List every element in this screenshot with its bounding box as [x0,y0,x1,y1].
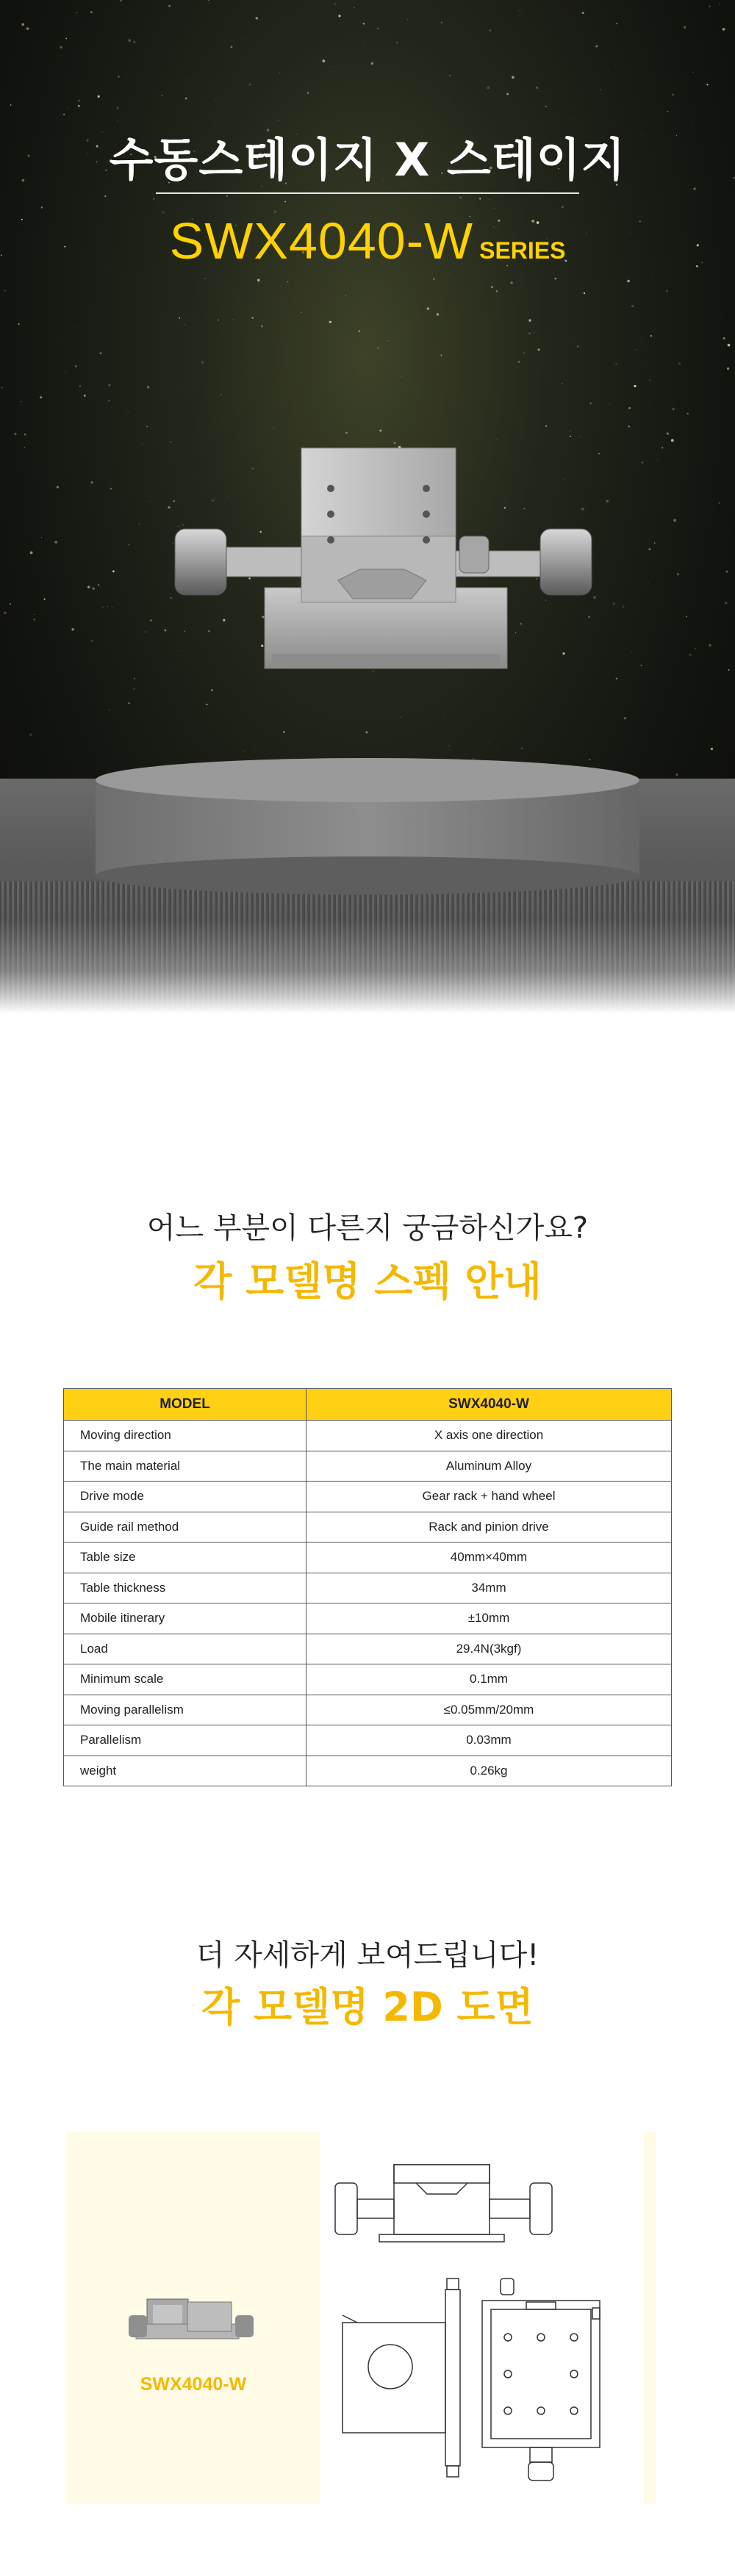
spec-value-cell: ±10mm [306,1603,672,1634]
star-dot [79,386,81,387]
star-dot [727,367,729,369]
star-dot [359,331,360,332]
star-dot [719,502,720,503]
star-dot [673,408,675,410]
star-dot [333,71,334,72]
table-row [64,1451,672,1482]
star-dot [133,688,135,690]
star-dot [512,76,514,79]
star-dot [441,355,442,356]
star-dot [133,40,135,43]
star-dot [338,699,339,700]
star-dot [179,317,180,319]
star-dot [226,53,227,54]
table-row [64,1512,672,1543]
star-dot [662,447,663,448]
star-dot [494,208,495,209]
star-dot [26,27,29,30]
star-dot [84,394,86,397]
star-dot [377,28,379,29]
star-dot [10,104,12,106]
star-dot [615,65,616,66]
spec-value-cell: 0.1mm [306,1664,672,1695]
star-dot [41,206,43,208]
star-dot [78,100,79,101]
star-dot [258,283,259,284]
star-dot [528,320,531,322]
star-dot [371,62,373,65]
star-dot [21,401,22,403]
star-dot [728,669,730,671]
star-dot [44,599,46,600]
star-dot [146,426,148,427]
star-dot [120,0,122,1]
star-dot [678,362,681,364]
drawing-heading: 각 모델명 2D 도면 [201,1984,534,2030]
star-dot [362,41,364,43]
star-dot [675,773,678,776]
star-dot [134,678,135,679]
star-dot [60,46,62,48]
star-dot [613,603,615,605]
star-dot [358,370,359,371]
star-dot [648,548,650,550]
star-dot [69,108,70,109]
star-dot [536,87,538,89]
star-dot [208,0,209,1]
star-dot [104,195,106,197]
table-row [64,1573,672,1603]
star-dot [695,648,696,649]
star-dot [709,644,711,647]
drawing-side-view [343,2279,460,2477]
spec-value-cell: ≤0.05mm/20mm [306,1695,672,1725]
star-dot [379,430,381,432]
star-dot [631,305,634,307]
star-dot [168,5,171,7]
spec-label-cell: weight [64,1756,306,1786]
star-dot [723,337,725,339]
spec-label-cell: Table size [64,1543,306,1573]
star-dot [71,628,74,631]
star-dot [610,404,611,405]
star-dot [255,17,258,20]
table-row [64,1725,672,1756]
star-dot [24,447,25,448]
star-dot [90,11,93,13]
star-dot [437,313,439,315]
star-dot [562,206,564,208]
spec-label-cell: Mobile itinerary [64,1603,306,1634]
spec-label-cell: Drive mode [64,1482,306,1512]
spec-value-cell: Aluminum Alloy [306,1451,672,1482]
ground-texture [0,881,735,1014]
star-dot [118,76,119,77]
star-dot [60,55,61,56]
spec-label-cell: Parallelism [64,1725,306,1756]
star-dot [686,616,687,618]
spec-value-cell: 29.4N(3kgf) [306,1634,672,1664]
star-dot [338,15,340,17]
star-dot [706,84,708,85]
spec-table-header-row [64,1389,672,1421]
star-dot [577,345,579,347]
star-dot [65,371,66,372]
star-dot [691,121,692,123]
star-dot [377,347,379,349]
star-dot [29,733,32,736]
star-dot [396,42,398,43]
star-dot [642,461,643,463]
hero-series-label: SERIES [479,237,566,264]
star-dot [10,603,11,605]
star-dot [491,286,492,288]
spec-value-cell: X axis one direction [306,1421,672,1451]
star-dot [301,312,302,313]
star-dot [1,387,3,389]
star-dot [496,290,498,292]
star-dot [641,343,642,344]
star-dot [623,606,624,607]
star-dot [650,335,652,336]
star-dot [329,321,331,323]
star-dot [322,59,325,62]
star-dot [459,196,462,198]
star-dot [487,87,490,90]
star-dot [689,654,692,656]
table-row [64,1756,672,1786]
star-dot [87,585,90,588]
star-dot [110,488,112,489]
hero-banner [0,0,735,1014]
star-dot [147,386,149,389]
star-dot [63,114,65,115]
spec-heading: 각 모델명 스펙 안내 [193,1258,542,1305]
star-dot [667,290,668,292]
star-dot [90,481,93,483]
spec-label-cell: The main material [64,1451,306,1482]
star-dot [606,500,609,503]
star-dot [150,619,152,621]
star-dot [18,323,19,325]
table-row [64,1664,672,1695]
star-dot [640,665,642,666]
star-dot [90,640,93,642]
table-row [64,1603,672,1634]
star-dot [545,106,546,107]
star-dot [582,12,584,14]
star-dot [401,376,402,377]
star-dot [33,618,35,620]
star-dot [24,433,26,436]
hero-model-line [0,212,735,270]
spec-header-model: MODEL [64,1389,306,1421]
star-dot [589,403,591,404]
star-dot [449,75,451,76]
technical-drawing-2d [320,2132,644,2504]
star-dot [354,7,355,8]
star-dot [185,97,187,99]
spec-value-cell: 34mm [306,1573,672,1603]
star-dot [709,6,711,7]
star-dot [554,278,556,280]
hero-divider [156,192,579,194]
drawing-front-view [335,2165,552,2242]
star-dot [686,413,688,414]
spec-table [63,1388,672,1786]
spec-value-cell: 0.26kg [306,1756,672,1786]
star-dot [4,290,6,292]
star-dot [215,100,216,101]
pedestal [96,749,639,896]
star-dot [441,21,443,24]
star-dot [648,583,649,584]
star-dot [220,394,222,396]
star-dot [657,459,658,460]
star-dot [479,198,481,200]
star-dot [257,279,260,282]
star-dot [684,26,686,28]
star-dot [518,361,520,363]
star-dot [40,396,42,398]
star-dot [365,732,368,734]
star-dot [128,39,131,42]
table-row [64,1695,672,1725]
star-dot [4,611,7,614]
star-dot [346,103,347,104]
star-dot [251,317,253,319]
star-dot [153,198,154,200]
star-dot [677,573,680,576]
star-dot [634,385,636,387]
star-dot [93,588,95,590]
star-dot [345,295,346,296]
star-dot [54,541,57,544]
spec-label-cell: Table thickness [64,1573,306,1603]
table-row [64,1543,672,1573]
star-dot [628,425,630,427]
drawing-top-view [482,2279,600,2481]
star-dot [34,614,35,616]
star-dot [570,431,571,432]
star-dot [627,280,630,283]
star-dot [78,105,80,107]
star-dot [218,320,219,321]
star-dot [325,11,326,12]
star-dot [108,384,110,386]
star-dot [206,704,207,705]
star-dot [149,501,150,502]
star-dot [726,571,728,573]
spec-question-text: 어느 부분이 다른지 궁금하신가요? [146,1211,589,1245]
star-dot [98,95,100,98]
table-row [64,1634,672,1664]
star-dot [30,552,33,555]
table-row [64,1421,672,1451]
star-dot [728,344,731,347]
spec-label-cell: Load [64,1634,306,1664]
star-dot [600,89,601,90]
star-dot [506,93,509,95]
star-dot [562,383,563,384]
star-dot [584,292,585,294]
spec-label-cell: Moving direction [64,1421,306,1451]
star-dot [231,46,233,48]
star-dot [616,678,617,679]
star-dot [363,23,365,24]
star-dot [448,95,449,96]
star-dot [671,439,674,442]
star-dot [636,349,637,350]
spec-value-cell: 40mm×40mm [306,1543,672,1573]
star-dot [76,327,77,328]
star-dot [201,361,203,363]
star-dot [65,37,67,39]
star-dot [100,353,102,355]
star-dot [654,542,656,544]
star-dot [98,584,99,585]
star-dot [628,407,631,409]
star-dot [14,433,16,435]
drawing-model-label: SWX4040-W [140,2374,247,2395]
star-dot [407,19,409,21]
star-dot [624,717,626,719]
star-dot [725,602,728,605]
star-dot [489,29,491,32]
star-dot [183,324,184,325]
spec-header-model-name: SWX4040-W [306,1389,672,1421]
star-dot [226,195,228,197]
star-dot [107,606,108,607]
star-dot [711,748,713,750]
star-dot [279,72,280,73]
spec-label-cell: Minimum scale [64,1664,306,1695]
star-dot [433,278,435,280]
star-dot [529,333,531,334]
star-dot [287,281,289,283]
star-dot [283,731,285,733]
star-dot [510,281,512,284]
table-row [64,1482,672,1512]
star-dot [307,92,309,93]
product-thumbnail [66,2132,320,2504]
star-dot [249,84,251,86]
star-dot [667,433,669,435]
star-dot [75,365,77,367]
star-dot [545,425,547,427]
star-dot [666,646,667,647]
spec-label-cell: Moving parallelism [64,1695,306,1725]
product-stage-3d [162,433,603,698]
hero-model-name: SWX4040-W [169,212,474,270]
star-dot [204,278,205,279]
spec-value-cell: 0.03mm [306,1725,672,1756]
star-dot [334,3,336,4]
star-dot [538,349,540,351]
star-dot [284,201,286,203]
star-dot [129,544,130,546]
spec-label-cell: Guide rail method [64,1512,306,1543]
star-dot [673,519,676,522]
star-dot [128,412,129,413]
star-dot [692,71,694,73]
hero-title: 수동스테이지 X 스테이지 [109,133,626,187]
star-dot [595,46,598,48]
star-dot [141,443,142,444]
star-dot [277,120,279,121]
star-dot [667,111,668,112]
star-dot [488,742,489,743]
star-dot [388,340,389,341]
star-dot [672,94,674,96]
star-dot [112,570,115,572]
star-dot [76,12,77,13]
star-dot [129,702,130,704]
star-dot [117,107,119,109]
star-dot [57,486,59,488]
star-dot [41,537,42,538]
star-dot [348,364,349,365]
star-dot [723,28,725,31]
star-dot [261,325,263,328]
star-dot [108,400,109,401]
star-dot [21,24,24,26]
star-dot [427,307,430,310]
star-dot [649,401,650,402]
star-dot [102,607,104,608]
drawing-question-text: 더 자세하게 보여드립니다! [196,1938,539,1972]
spec-value-cell: Rack and pinion drive [306,1512,672,1543]
star-dot [615,364,617,365]
star-dot [117,120,118,122]
spec-value-cell: Gear rack + hand wheel [306,1482,672,1512]
star-dot [616,23,617,24]
star-dot [182,390,183,391]
